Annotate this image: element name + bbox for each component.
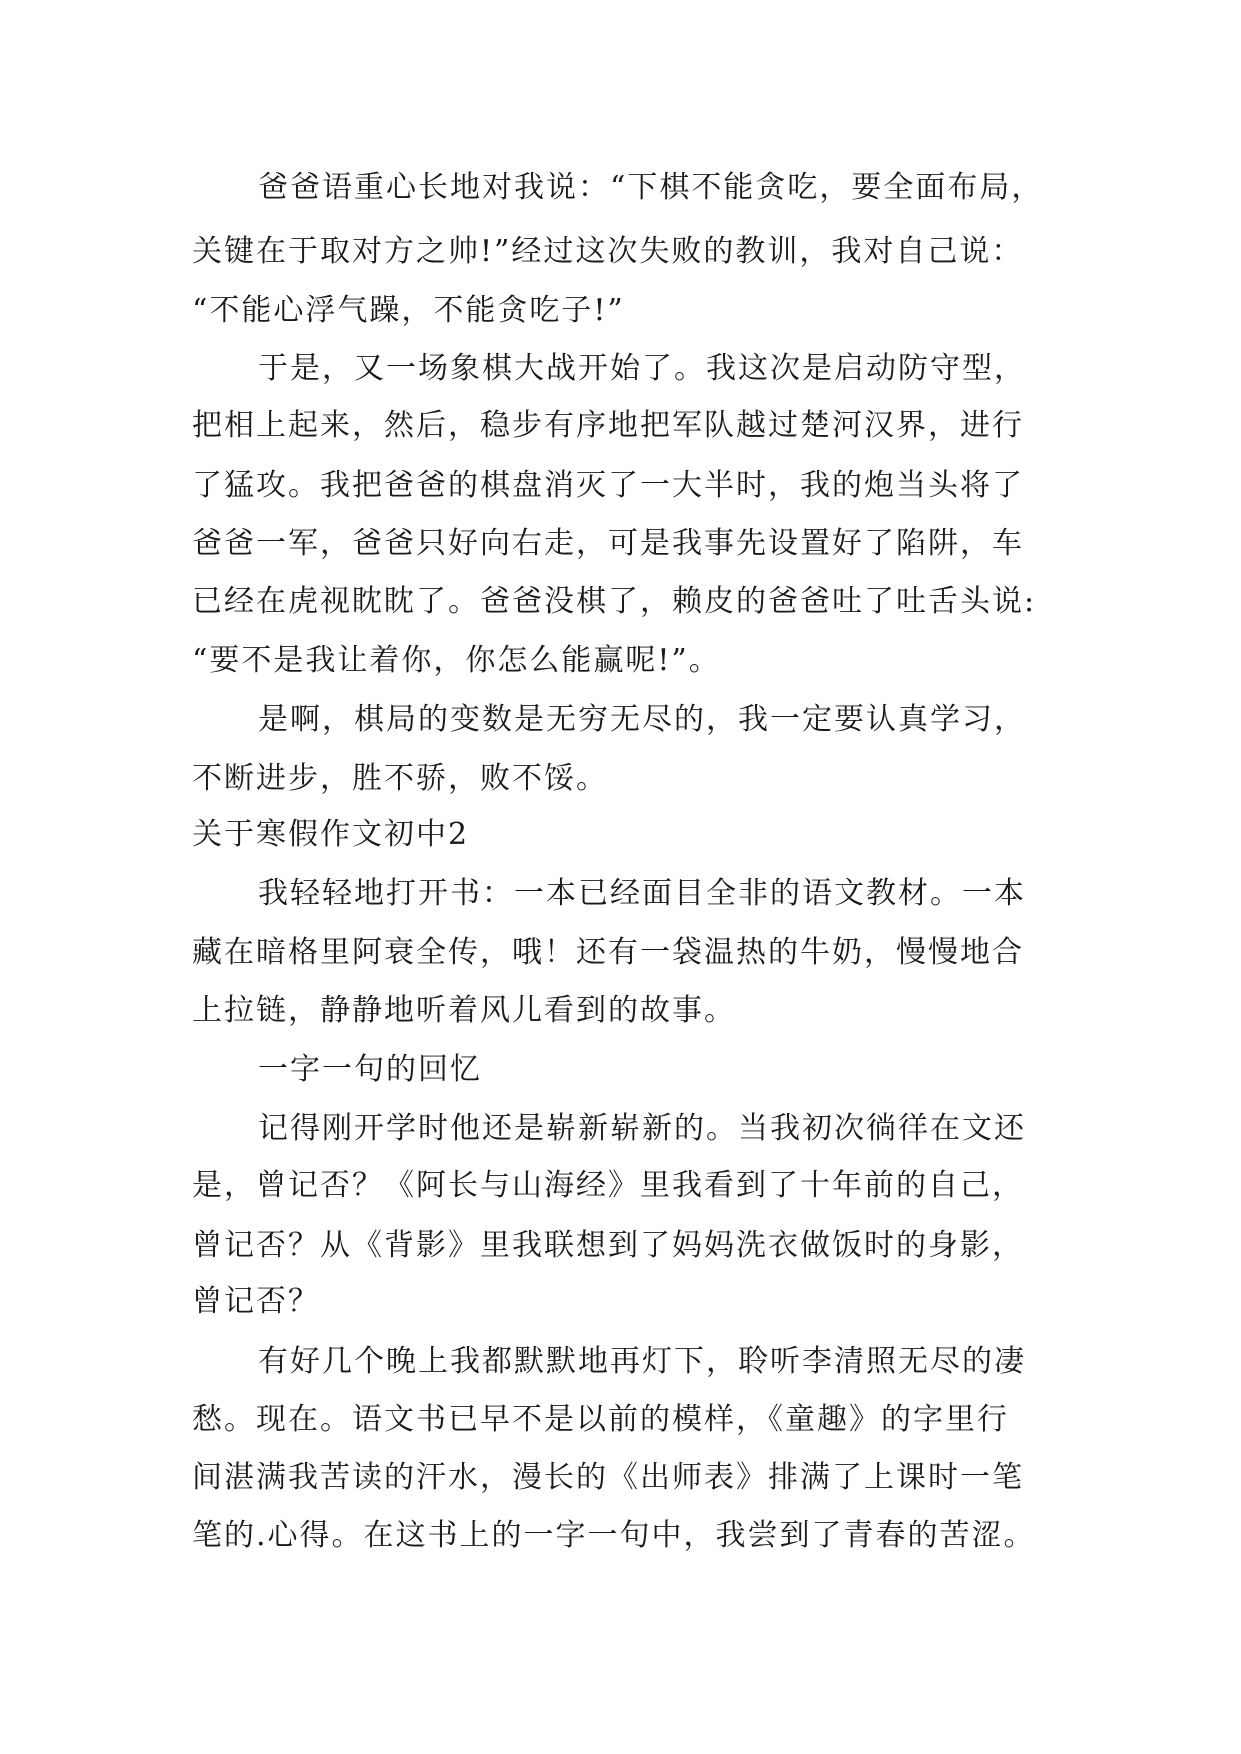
paragraph-line: 是，曾记否？《阿长与山海经》里我看到了十年前的自己， <box>192 1168 1024 1203</box>
paragraph-line: 爸爸一军，爸爸只好向右走，可是我事先设置好了陷阱，车 <box>192 526 1024 561</box>
paragraph-line: 愁。现在。语文书已早不是以前的模样，《童趣》的字里行 <box>192 1402 1009 1437</box>
paragraph-line: 间湛满我苦读的汗水，漫长的《出师表》排满了上课时一笔 <box>192 1460 1024 1495</box>
paragraph-line: 爸爸语重心长地对我说：“下棋不能贪吃，要全面布局， <box>258 170 1044 205</box>
paragraph-line: “不能心浮气躁，不能贪吃子!” <box>192 293 625 328</box>
paragraph-line: 了猛攻。我把爸爸的棋盘消灭了一大半时，我的炮当头将了 <box>192 468 1024 503</box>
paragraph-line: 不断进步，胜不骄，败不馁。 <box>192 761 608 796</box>
paragraph-line: 笔的.心得。在这书上的一字一句中，我尝到了青春的苦涩。 <box>192 1518 1036 1553</box>
paragraph-line: 藏在暗格里阿衰全传，哦！还有一袋温热的牛奶，慢慢地合 <box>192 935 1024 970</box>
subheading: 一字一句的回忆 <box>258 1052 482 1087</box>
paragraph-line: 曾记否？ <box>192 1284 320 1319</box>
paragraph-line: 已经在虎视眈眈了。爸爸没棋了，赖皮的爸爸吐了吐舌头说: <box>192 584 1037 619</box>
paragraph-line: 我轻轻地打开书：一本已经面目全非的语文教材。一本 <box>258 876 1026 911</box>
section-heading: 关于寒假作文初中2 <box>192 817 470 852</box>
paragraph-line: 记得刚开学时他还是崭新崭新的。当我初次徜徉在文还 <box>258 1111 1026 1146</box>
paragraph-line: “要不是我让着你，你怎么能赢呢!”。 <box>192 643 721 678</box>
paragraph-line: 是啊，棋局的变数是无穷无尽的，我一定要认真学习， <box>258 702 1026 737</box>
paragraph-line: 关键在于取对方之帅!”经过这次失败的教训，我对自己说： <box>192 234 1024 269</box>
paragraph-line: 于是，又一场象棋大战开始了。我这次是启动防守型， <box>258 351 1026 386</box>
paragraph-line: 有好几个晚上我都默默地再灯下，聆听李清照无尽的凄 <box>258 1344 1026 1379</box>
paragraph-line: 曾记否？从《背影》里我联想到了妈妈洗衣做饭时的身影， <box>192 1228 1024 1263</box>
paragraph-line: 上拉链，静静地听着风儿看到的故事。 <box>192 993 736 1028</box>
paragraph-line: 把相上起来，然后，稳步有序地把军队越过楚河汉界，进行 <box>192 408 1024 443</box>
